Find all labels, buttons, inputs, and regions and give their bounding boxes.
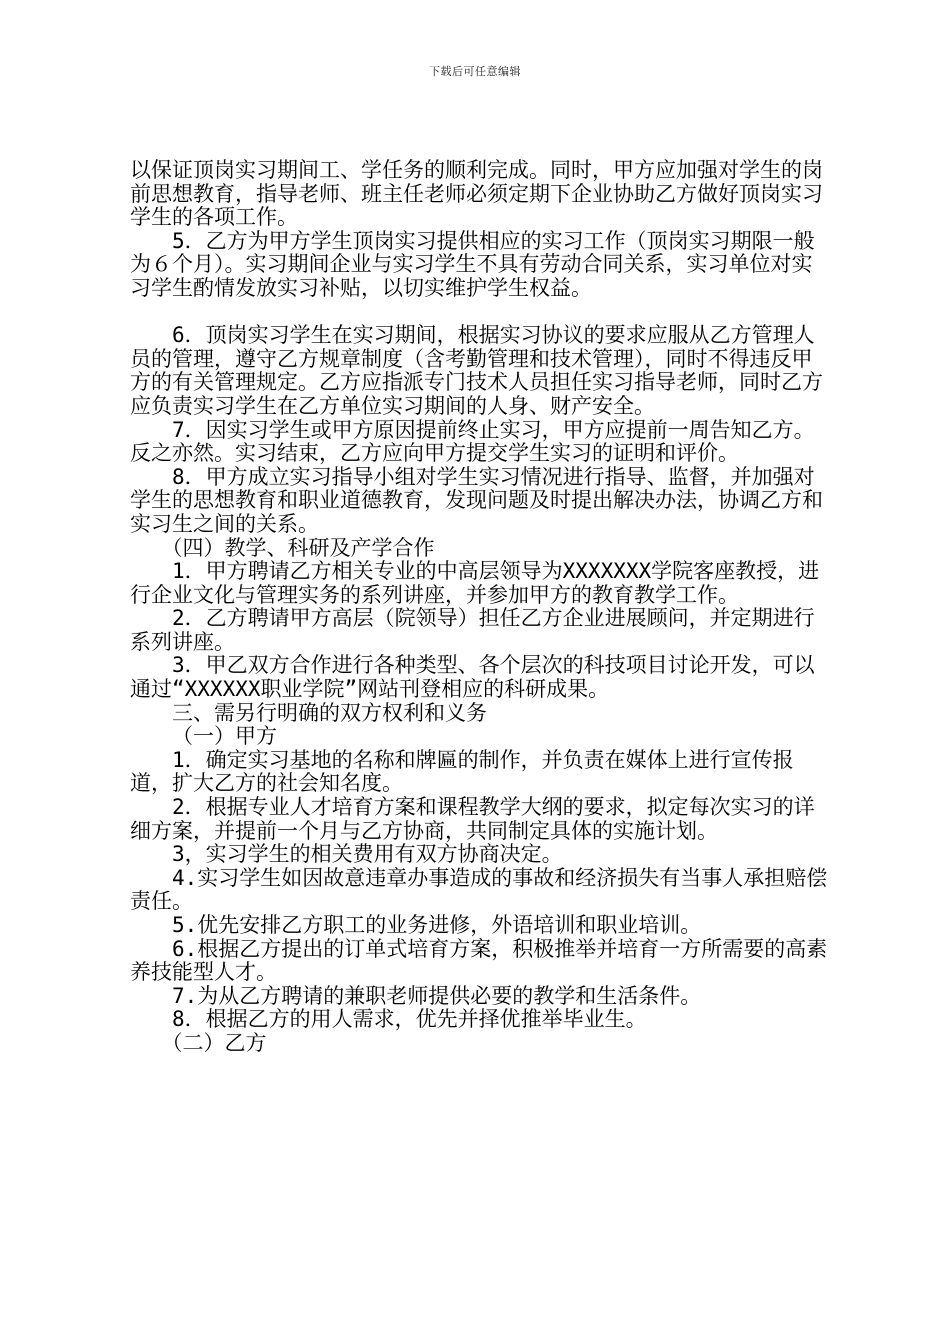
paragraph-party-a-8: 8．根据乙方的用人需求，优先并择优推举毕业生。 [172, 1007, 647, 1032]
paragraph-item-7: 7．因实习学生或甲方原因提前终止实习，甲方应提前一周告知乙方。反之亦然。实习结束，乙方应向甲方提交学生实习的证明和评价。 [130, 417, 815, 466]
paragraph-item-6: 6．顶岗实习学生在实习期间，根据实习协议的要求应服从乙方管理人员的管理，遵守乙方规章制度（含考勤管理和技术管理），同时不得违反甲方的有关管理规定。乙方应指派专门技术人员担任实习指导老师，同时乙方应负责实习学生在乙方单位实习期间的人身、财产安全。 [130, 323, 823, 418]
paragraph-item-5: 5．乙方为甲方学生顶岗实习提供相应的实习工作（顶岗实习期限一般为６个月）。实习期间企业与实习学生不具有劳动合同关系，实习单位对实习学生酌情发放实习补贴，以切实维护学生权益。 [130, 228, 815, 300]
paragraph-party-a-2: 2．根据专业人才培育方案和课程教学大纲的要求，拟定每次实习的详细方案，并提前一个月与乙方协商，共同制定具体的实施计划。 [130, 795, 815, 843]
paragraph-party-a-1: 1．确定实习基地的名称和牌匾的制作，并负责在媒体上进行宣传报道，扩大乙方的社会知名度。 [130, 747, 794, 796]
page-header: 下载后可任意编辑 [429, 65, 521, 78]
paragraph-party-a-3: 3，实习学生的相关费用有双方协商决定。 [172, 842, 563, 867]
section-heading-three: 三、需另行明确的双方权利和义务 [172, 700, 487, 725]
paragraph-party-a-7: 7.为从乙方聘请的兼职老师提供必要的教学和生活条件。 [172, 983, 702, 1008]
paragraph-teaching-3: 3．甲乙双方合作进行各种类型、各个层次的科技项目讨论开发，可以通过“XXXXXX职业学院”网站刊登相应的科研成果。 [130, 653, 815, 702]
subsection-heading-party-a: （一）甲方 [172, 724, 277, 749]
subsection-heading-party-b: （二）乙方 [161, 1030, 267, 1055]
paragraph-party-a-4: 4.实习学生如因故意违章办事造成的事故和经济损失有当事人承担赔偿责任。 [130, 865, 828, 914]
paragraph-party-a-6: 6.根据乙方提出的订单式培育方案，积极推举并培育一方所需要的高素养技能型人才。 [130, 936, 828, 985]
paragraph-teaching-1: 1．甲方聘请乙方相关专业的中高层领导为XXXXXXX学院客座教授，进行企业文化与管理实务的系列讲座，并参加甲方的教育教学工作。 [130, 559, 820, 607]
document-body [130, 159, 830, 1056]
paragraph-teaching-2: 2．乙方聘请甲方高层（院领导）担任乙方企业进展顾问，并定期进行系列讲座。 [130, 606, 815, 654]
section-heading-four: （四）教学、科研及产学合作 [161, 535, 435, 560]
paragraph-continuation: 以保证顶岗实习期间工、学任务的顺利完成。同时，甲方应加强对学生的岗前思想教育，指导老师、班主任老师必须定期下企业协助乙方做好顶岗实习学生的各项工作。 [130, 158, 823, 230]
paragraph-item-8: 8．甲方成立实习指导小组对学生实习情况进行指导、监督，并加强对学生的思想教育和职业道德教育，发现问题及时提出解决办法，协调乙方和实习生之间的关系。 [130, 464, 823, 536]
paragraph-party-a-5: 5.优先安排乙方职工的业务进修，外语培训和职业培训。 [172, 913, 702, 937]
